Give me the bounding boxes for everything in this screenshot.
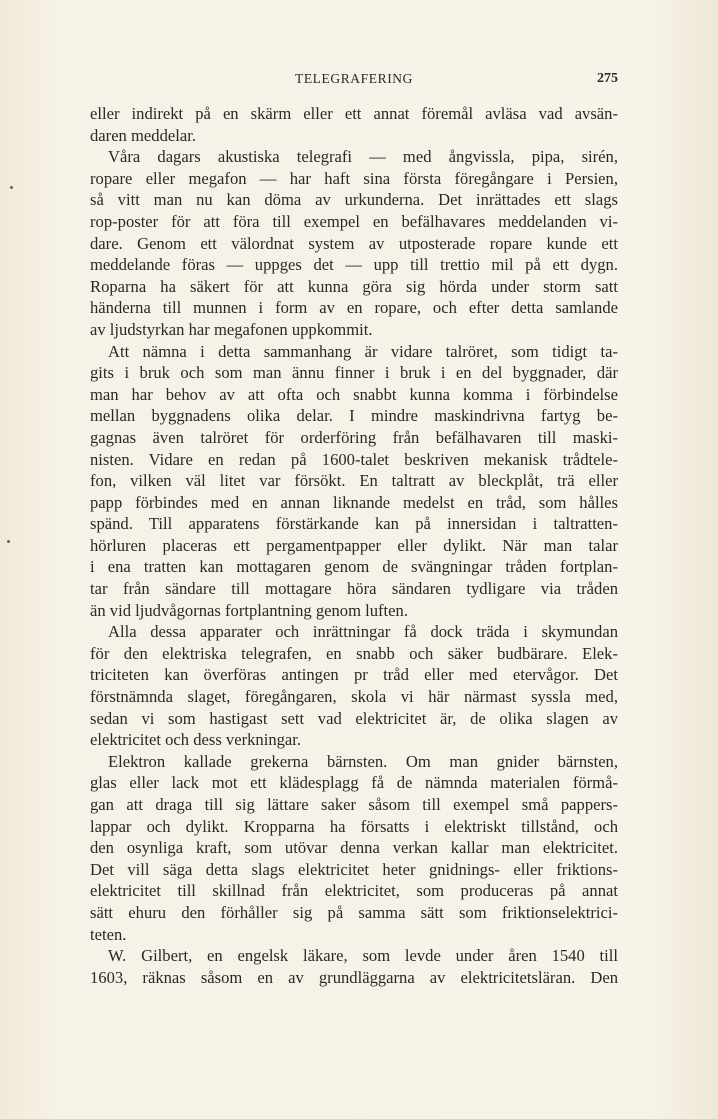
text-line: nisten. Vidare en redan på 1600-talet beskriven mekanisk trådtele- [90, 449, 618, 469]
text-line: än vid ljudvågornas fortplantning genom luften. [90, 600, 408, 620]
scan-speck [7, 540, 10, 543]
text-line: elektricitet och dess verkningar. [90, 730, 302, 750]
text-line: i ena tratten kan mottagaren genom de svängningar tråden fortplan- [90, 557, 618, 577]
text-line: lappar och dylikt. Kropparna ha försatts i elektriskt tillstånd, och [90, 816, 618, 836]
text-line: triciteten kan överföras antingen pr tråd eller med etervågor. Det [90, 665, 618, 685]
text-line: fon, vilken väl litet var försökt. En taltratt av bleckplåt, trä eller [90, 471, 618, 491]
text-line: tar från sändare till mottagare höra sändaren tydligare via tråden [90, 579, 618, 599]
text-line: Det vill säga detta slags elektricitet heter gnidnings- eller friktions- [90, 859, 618, 879]
text-line: meddelande föras — uppges det — upp till trettio mil på ett dygn. [90, 255, 618, 275]
text-line: hörluren placeras ett pergamentpapper eller dylikt. När man talar [90, 535, 618, 555]
text-line: Elektron kallade grekerna bärnsten. Om man gnider bärnsten, [108, 751, 618, 771]
text-line: ropare eller megafon — har haft sina första föregångare i Persien, [90, 168, 618, 188]
text-line: förstnämnda slaget, föregångaren, skola vi här närmast syssla med, [90, 687, 618, 707]
running-head [90, 71, 618, 91]
text-line: så vitt man nu kan döma av urkunderna. Det inrättades ett slags [90, 190, 618, 210]
text-line: spänd. Till apparatens förstärkande kan på innersidan i taltratten- [90, 514, 618, 534]
text-line: daren meddelar. [90, 125, 196, 145]
text-line: mellan byggnadens olika delar. I mindre maskindrivna fartyg be- [90, 406, 618, 426]
text-line: sedan vi som hastigast sett vad elektricitet är, de olika slagen av [90, 708, 618, 728]
text-line: dare. Genom ett välordnat system av utposterade ropare kunde ett [90, 233, 618, 253]
chapter-title: TELEGRAFERING [294, 71, 414, 86]
text-line: W. Gilbert, en engelsk läkare, som levde under åren 1540 till [108, 946, 618, 966]
text-line: Att nämna i detta sammanhang är vidare talröret, som tidigt ta- [108, 341, 618, 361]
text-line: gan att draga till sig lättare saker såsom till exempel små pappers- [90, 795, 618, 814]
text-line: teten. [90, 924, 127, 944]
body-text [90, 103, 618, 988]
text-line: 1603, räknas såsom en av grundläggarna av elektricitetsläran. Den [90, 967, 618, 987]
text-line: Våra dagars akustiska telegrafi — med ångvissla, pipa, sirén, [108, 147, 618, 167]
text-line: gagnas även talröret för orderföring från befälhavaren till maski- [90, 427, 618, 447]
text-line: händerna till munnen i form av en ropare, och efter detta samlande [90, 298, 618, 318]
text-line: Alla dessa apparater och inrättningar få dock träda i skymundan [108, 622, 618, 642]
text-line: av ljudstyrkan har megafonen uppkommit. [90, 319, 373, 339]
page-number: 275 [597, 71, 618, 86]
text-line: glas eller lack mot ett klädesplagg få de nämnda materialen förmå- [90, 773, 618, 793]
text-line: eller indirekt på en skärm eller ett annat föremål avläsa vad avsän- [90, 104, 618, 123]
text-line: den osynliga kraft, som utövar denna verkan kallar man elektricitet. [90, 838, 618, 858]
text-line: gits i bruk och som man ännu finner i bruk i en del byggnader, där [90, 363, 618, 383]
text-line: för den elektriska telegrafen, en snabb och säker budbärare. Elek- [90, 643, 618, 663]
text-line: papp förbindes med en annan liknande medelst en tråd, som hålles [90, 492, 618, 512]
text-line: Roparna ha säkert för att kunna göra sig hörda under storm satt [90, 276, 618, 296]
text-line: rop-poster för att föra till exempel en befälhavares meddelanden vi- [90, 211, 618, 231]
text-line: sätt ehuru den förhåller sig på samma sätt som friktionselektrici- [90, 902, 618, 922]
scan-speck [10, 186, 13, 189]
text-line: man har behov av att ofta och snabbt kunna komma i förbindelse [90, 384, 618, 404]
text-line: elektricitet till skillnad från elektricitet, som produceras på annat [90, 881, 618, 901]
